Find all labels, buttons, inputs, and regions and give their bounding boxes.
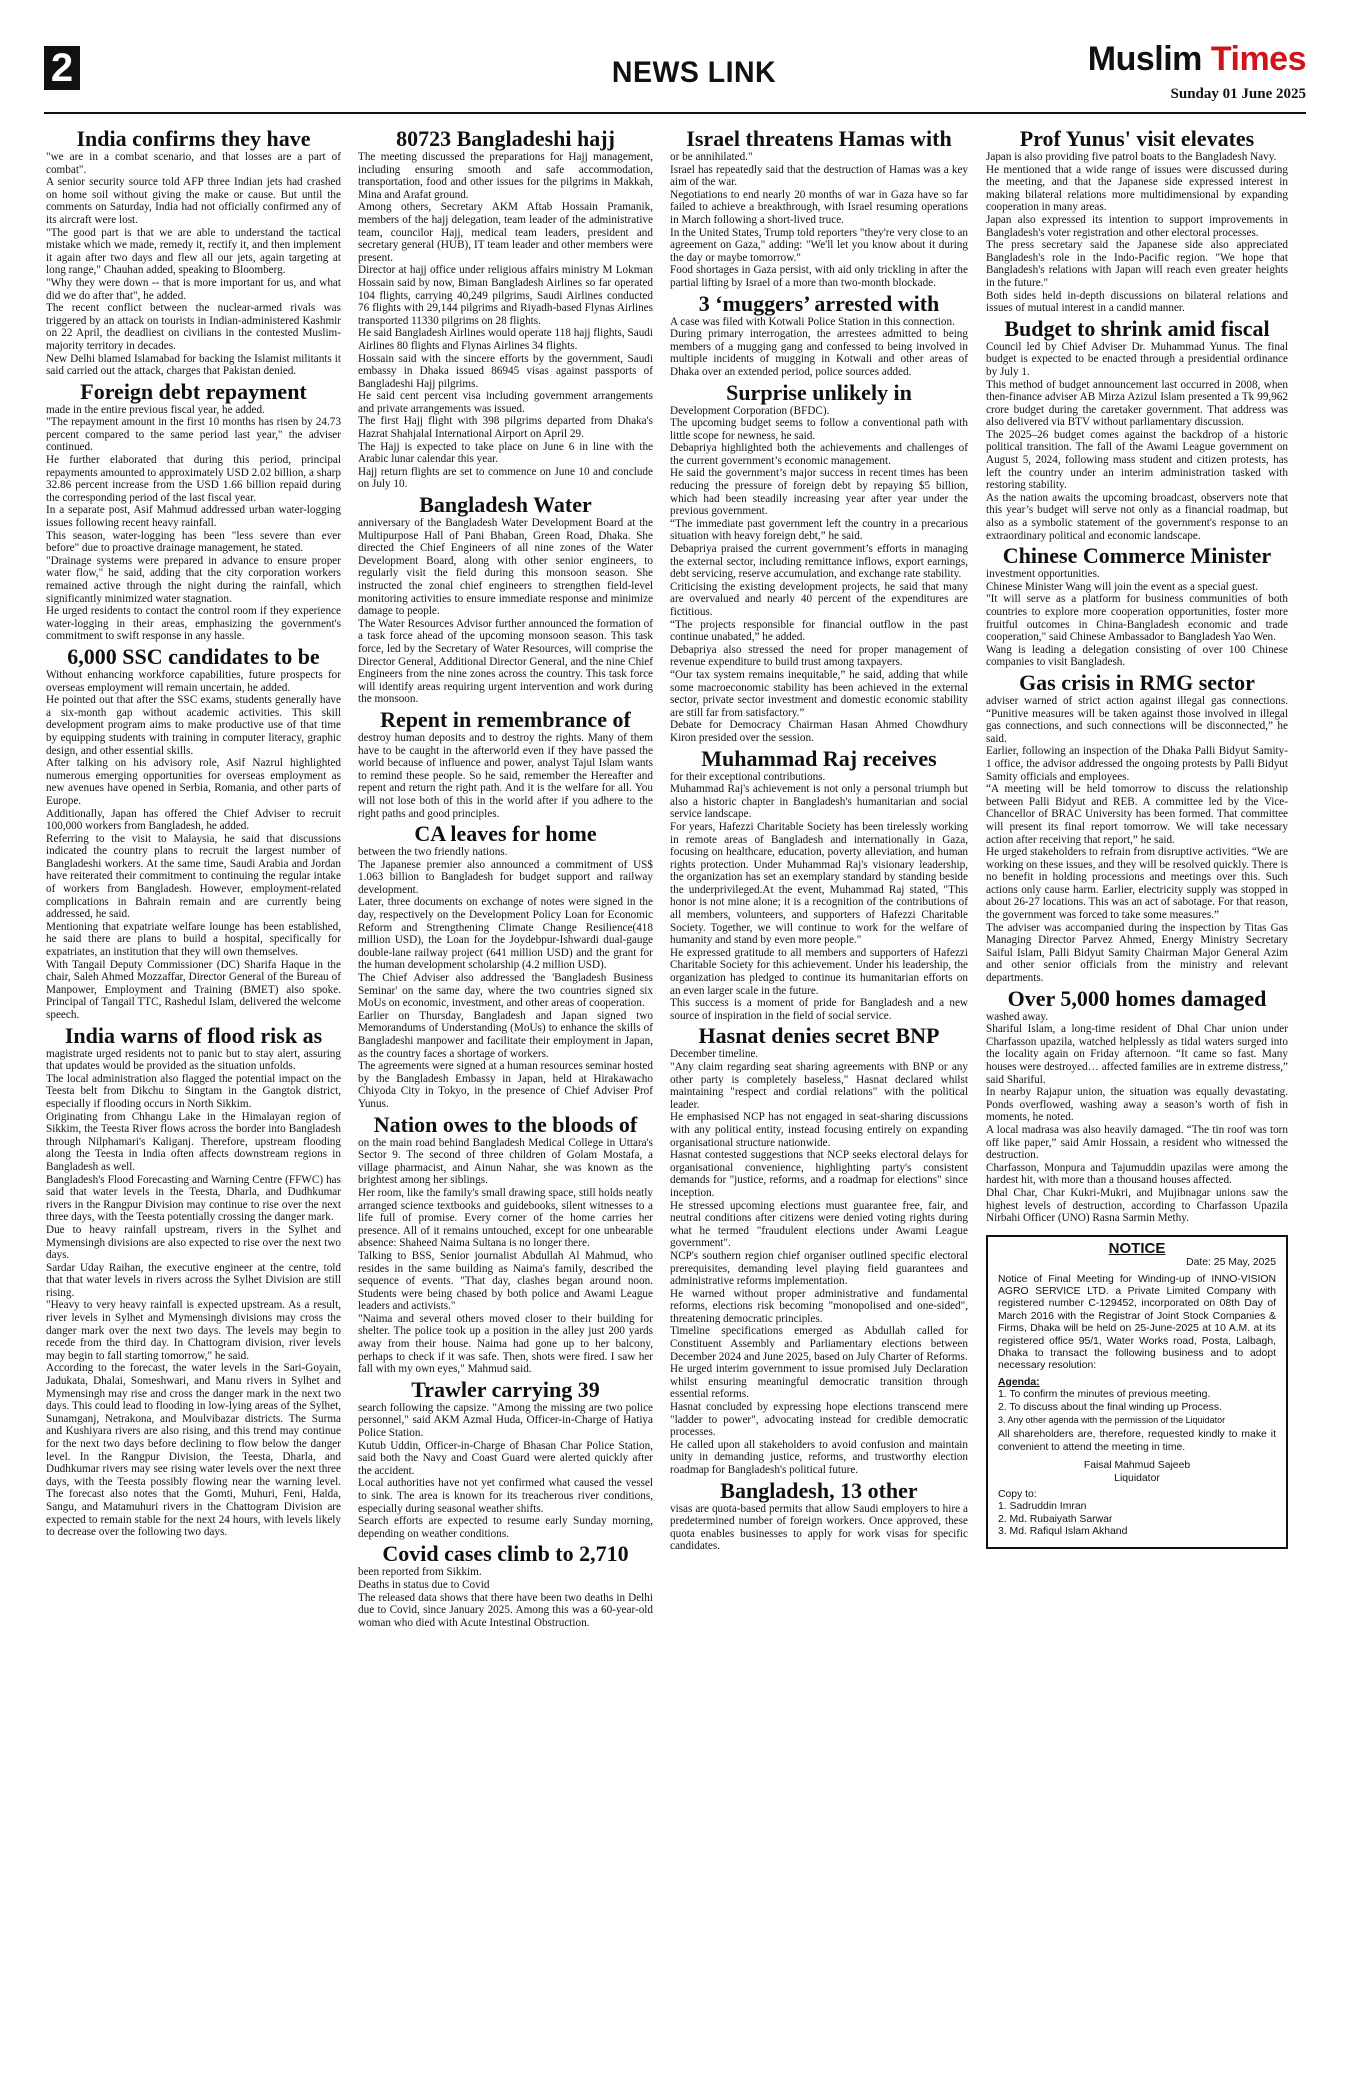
story bbox=[358, 706, 653, 820]
article-paragraph: New Delhi blamed Islamabad for backing the Islamist militants it said carried out the attack, charges that Pakistan denied. bbox=[46, 352, 341, 378]
story bbox=[670, 379, 968, 745]
notice-signatory bbox=[998, 1460, 1276, 1485]
article-paragraph: Director at hajj office under religious affairs ministry M Lokman Hossain said by now, Biman Bangladesh Airlines so far operated 104 flights, carrying 40,249 pilgrims, Saudi Airlines conducted 76 flights with 29,144 pilgrims and Riyadh-based Flynas Airlines transported 11330 pilgrims on 28 flights. bbox=[358, 264, 653, 327]
article-paragraph: In a separate post, Asif Mahmud addressed urban water-logging issues following recent heavy rainfall. bbox=[46, 504, 341, 530]
notice-agenda-title: Agenda: bbox=[998, 1376, 1040, 1388]
headline: Israel threatens Hamas with bbox=[686, 128, 952, 151]
article-paragraph: Debapriya praised the current government’s efforts in managing the external sector, including remittance inflows, export earnings, debt servicing, reserve accumulation, and exchange rate stability. bbox=[670, 543, 968, 581]
column-4 bbox=[986, 128, 1288, 2058]
article-paragraph: Criticising the existing development projects, he said that many are overvalued and nearly 40 percent of the expenditures are fictitious. bbox=[670, 580, 968, 618]
article-paragraph: The press secretary said the Japanese side also appreciated Bangladesh's role in the Indo-Pacific region. "We hope that Bangladesh's relations with Japan will reach even greater heights in the future." bbox=[986, 239, 1288, 289]
headline: Prof Yunus' visit elevates bbox=[1019, 128, 1255, 151]
article-paragraph: For years, Hafezzi Charitable Society has been tirelessly working in remote areas of Bangladesh and internationally in Gaza, focusing on healthcare, education, poverty alleviation, and human rights protection. Under Muhammad Raj's visionary leadership, the organization has set an exemplary standard by standing beside the underprivileged.At the event, Muhammad Raj stated, "This honor is not mine alone; it is a recognition of the contributions of all members, volunteers, and supporters of Hafezzi Charitable Society. Together, we will continue to work for the welfare of humanity and stand by even more people." bbox=[670, 820, 968, 947]
headline: Trawler carrying 39 bbox=[411, 1376, 600, 1402]
article-paragraph: With Tangail Deputy Commissioner (DC) Sharifa Haque in the chair, Saleh Ahmed Mozzaffar, Director General of the Bureau of Manpower, Employment and Training (BMET) also spoke. Principal of Tangail TTC, Rashedul Islam, delivered the welcome speech. bbox=[46, 958, 341, 1021]
story bbox=[670, 1025, 968, 1476]
headline: 80723 Bangladeshi hajj bbox=[396, 128, 615, 151]
notice-agenda-item: 1. To confirm the minutes of previous meeting. bbox=[998, 1389, 1211, 1401]
notice-agenda-item: 3. Any other agenda with the permission of the Liquidator bbox=[998, 1415, 1226, 1425]
article-paragraph: Charfasson, Monpura and Tajumuddin upazilas were among the hardest hit, with more than a thousand houses affected. bbox=[986, 1161, 1288, 1187]
article-paragraph: The Hajj is expected to take place on June 6 in line with the Arabic lunar calendar this year. bbox=[358, 440, 653, 466]
article-paragraph: He called upon all stakeholders to avoid confusion and maintain unity in demanding justice, reforms, and trustworthy election roadmap for Bangladesh's political future. bbox=[670, 1438, 968, 1476]
headline: Chinese Commerce Minister bbox=[1002, 543, 1272, 569]
article-paragraph: The agreements were signed at a human resources seminar hosted by the Bangladesh Embassy in Japan, held at Hirakawacho Chiyoda City in Tokyo, in the presence of Chief Adviser Prof Yunus. bbox=[358, 1060, 653, 1110]
article-paragraph: He expressed gratitude to all members and supporters of Hafezzi Charitable Society for this achievement. Under his leadership, the organization has pledged to continue its humanitarian efforts on an even larger scale in the future. bbox=[670, 946, 968, 997]
article-paragraph: He emphasised NCP has not engaged in seat-sharing discussions with any political entity, instead focusing entirely on expanding organisational structure nationwide. bbox=[670, 1111, 968, 1149]
notice-copy-label: Copy to: bbox=[998, 1489, 1037, 1501]
article-paragraph: As the nation awaits the upcoming broadcast, observers note that this year’s budget will serve not only as a financial roadmap, but also as a symbolic statement of the government's response to an extraordinary political and economic landscape. bbox=[986, 491, 1288, 542]
article-paragraph: Hossain said with the sincere efforts by the government, Saudi embassy in Dhaka issued 86945 visas against passports of Bangladeshi Hajj pilgrims. bbox=[358, 352, 653, 390]
article-paragraph: The upcoming budget seems to follow a conventional path with little scope for newness, he said. bbox=[670, 417, 968, 442]
column-1 bbox=[46, 128, 341, 2058]
page-number: 2 bbox=[44, 46, 80, 90]
article-paragraph: Wang is leading a delegation consisting of over 100 Chinese companies to visit Bangladesh. bbox=[986, 643, 1288, 669]
article-paragraph: Timeline specifications emerged as Abdullah called for Constituent Assembly and Parliamentary elections between December 2024 and June 2025, based on July Charter of Reforms. bbox=[670, 1325, 968, 1363]
article-paragraph: This season, water-logging has been "less severe than ever before" due to proactive drainage management, he stated. bbox=[46, 529, 341, 555]
article-paragraph: Without enhancing workforce capabilities, future prospects for overseas employment will remain uncertain, he added. bbox=[46, 668, 341, 694]
story bbox=[986, 545, 1288, 669]
article-paragraph: Sardar Uday Raihan, the executive engineer at the centre, told that that water levels in rivers across the Sylhet Division are still rising. bbox=[46, 1261, 341, 1299]
article-paragraph: visas are quota-based permits that allow Saudi employers to hire a predetermined number of foreign workers. Once approved, these quota enables businesses to apply for work visas for specific candidates. bbox=[670, 1502, 968, 1553]
story bbox=[358, 1111, 653, 1376]
headline: CA leaves for home bbox=[414, 821, 597, 847]
article-paragraph: magistrate urged residents not to panic but to stay alert, assuring that updates would be provided as the situation unfolds. bbox=[46, 1047, 341, 1073]
article-paragraph: search following the capsize. "Among the missing are two police personnel," said AKM Azmal Huda, Officer-in-Charge of Hatiya Police Station. bbox=[358, 1401, 653, 1440]
story bbox=[358, 823, 653, 1110]
signatory-title: Liquidator bbox=[1114, 1472, 1160, 1484]
notice-title: NOTICE bbox=[1108, 1239, 1166, 1257]
article-paragraph: Both sides held in-depth discussions on bilateral relations and issues of mutual interest in a candid manner. bbox=[986, 289, 1288, 315]
headline: India warns of flood risk as bbox=[64, 1022, 323, 1048]
story bbox=[358, 1543, 653, 1629]
article-paragraph: He urged residents to contact the control room if they experience water-logging in their areas, emphasizing the government's commitment to swift response in any hassle. bbox=[46, 605, 341, 643]
article-paragraph: been reported from Sikkim. bbox=[358, 1566, 482, 1579]
headline: Foreign debt repayment bbox=[80, 378, 307, 404]
newspaper-logo bbox=[1088, 40, 1306, 79]
signatory-name: Faisal Mahmud Sajeeb bbox=[1083, 1460, 1191, 1472]
headline: Surprise unlikely in bbox=[726, 379, 912, 405]
headline: 6,000 SSC candidates to be bbox=[67, 643, 320, 669]
article-paragraph: The 2025–26 budget comes against the backdrop of a historic political transition. The fall of the Awami League government on August 5, 2024, following mass student and citizen protests, has left the country under an interim administration tasked with restoring stability. bbox=[986, 428, 1288, 492]
story bbox=[986, 128, 1288, 315]
article-paragraph: Due to heavy rainfall upstream, rivers in the Sylhet and Mymensingh divisions are also expected to rise over the next two days. bbox=[46, 1223, 341, 1262]
story bbox=[358, 128, 653, 491]
article-paragraph: According to the forecast, the water levels in the Sari-Goyain, Jadukata, Dhalai, Someshwari, and Manu rivers in Sylhet and Mymensingh may rise and cross the danger mark in the next two days. This could lead to flooding in low-lying areas of the Sylhet, Sunamganj, Netrakona, and Moulvibazar districts. The Surma and Kushiyara rivers are also rising, and this trend may continue for the next two days before declining to flow below the danger level. In the Rangpur Division, the Teesta, Dharla, and Dudhkumar rivers may see rising water levels over the next three days, with the Teesta possibly flowing near the warning level. The forecast also notes that the Gomti, Muhuri, Feni, Halda, Sangu, and Matamuhuri rivers in the Chattogram Division are expected to remain stable for the next 24 hours, with levels likely to decrease over the following two days. bbox=[46, 1362, 341, 1539]
article-paragraph: The adviser was accompanied during the inspection by Titas Gas Managing Director Parvez Ahmed, Energy Ministry Secretary Saiful Islam, Palli Bidyut Samity Chairman Major General Azim and other senior officials from the ministry and relevant departments. bbox=[986, 921, 1288, 985]
article-paragraph: anniversary of the Bangladesh Water Development Board at the Multipurpose Hall of Pani Bhaban, Green Road, Dhaka. She directed the Chief Engineers of all nine zones of the Water Development Board, along with other senior engineers, to regularly visit the field during this monsoon season. She instructed the zonal chief engineers to strengthen field-level monitoring activities to ensure immediate response and minimize damage to people. bbox=[358, 517, 653, 618]
article-paragraph: "Why they were down -- that is more important for us, and what did we do after that", he added. bbox=[46, 276, 341, 302]
article-paragraph: on the main road behind Bangladesh Medical College in Uttara's Sector 9. The second of three children of Golam Mostafa, a village pharmacist, and Ainun Nahar, she was known as the brightest among her siblings. bbox=[358, 1136, 653, 1187]
article-paragraph: "Any claim regarding seat sharing agreements with BNP or any other party is completely baseless," Hasnat declared whilst maintaining "respect and cordial relations" with the political leader. bbox=[670, 1061, 968, 1111]
article-paragraph: The Chief Adviser also addressed the 'Bangladesh Business Seminar' on the same day, where the two countries signed six MoUs on economic, investment, and other areas of cooperation. bbox=[358, 972, 653, 1010]
article-paragraph: Food shortages in Gaza persist, with aid only trickling in after the partial lifting by Israel of a more than two-month blockade. bbox=[670, 264, 968, 289]
article-paragraph: The Water Resources Advisor further announced the formation of a task force ahead of the upcoming monsoon season. This task force, led by the Secretary of Water Resources, will comprise the Director General, Additional Director General, and the nine Chief Engineers from the nine zones across the country. This task force will identify areas requiring urgent intervention and work during the monsoon. bbox=[358, 617, 653, 706]
article-paragraph: A senior security source told AFP three Indian jets had crashed on home soil without giving the make or cause. But until the comments on Saturday, India had not officially confirmed any of its aircraft were lost. bbox=[46, 176, 341, 226]
legal-notice-box bbox=[986, 1235, 1288, 1549]
masthead-divider bbox=[44, 112, 1306, 114]
article-paragraph: Shariful Islam, a long-time resident of Dhal Char union under Charfasson upazila, watched helplessly as tidal waters surged into the locality again on Friday afternoon. “It came so fast. Many houses were destroyed… affected families are in extreme distress,” said Shariful. bbox=[986, 1023, 1288, 1086]
story bbox=[46, 643, 341, 1022]
article-paragraph: Hasnat concluded by expressing hope elections transcend mere "ladder to power", advocating instead for credible democratic processes. bbox=[670, 1401, 968, 1439]
article-paragraph: “The immediate past government left the country in a precarious situation with heavy foreign debt,” he said. bbox=[670, 517, 968, 543]
article-paragraph: "The repayment amount in the first 10 months has risen by 24.73 percent compared to the same period last year," the adviser continued. bbox=[46, 416, 341, 454]
article-paragraph: He warned without proper administrative and fundamental reforms, elections risk becoming "monopolised and one-sided", threatening democratic principles. bbox=[670, 1287, 968, 1325]
headline: Nation owes to the bloods of bbox=[373, 1111, 638, 1137]
article-paragraph: After talking on his advisory role, Asif Nazrul highlighted numerous emerging opportunities for overseas employment as new avenues have opened in Serbia, Romania, and other parts of Europe. bbox=[46, 757, 341, 807]
story bbox=[986, 315, 1288, 543]
article-paragraph: A local madrasa was also heavily damaged. “The tin roof was torn off like paper,” said Amir Hossain, a resident who witnessed the destruction. bbox=[986, 1123, 1288, 1162]
headline: Bangladesh Water bbox=[419, 492, 592, 518]
article-paragraph: The first Hajj flight with 398 pilgrims departed from Dhaka's Hazrat Shahjalal International Airport on April 29. bbox=[358, 415, 653, 441]
article-paragraph: In nearby Rajapur union, the situation was equally devastating. Ponds overflowed, washing away a season’s worth of fish in moments, he noted. bbox=[986, 1086, 1288, 1124]
article-paragraph: "Heavy to very heavy rainfall is expected upstream. As a result, river levels in Sylhet and Mymensingh divisions may cross the danger mark over the next two days. The levels may begin to recede from the third day. In Chattogram division, river levels may begin to fall starting tomorrow," he said. bbox=[46, 1299, 341, 1362]
notice-body: Notice of Final Meeting for Winding-up of INNO-VISION AGRO SERVICE LTD. a Private Limited Company with registered number C-129452, incorporated on 08th Day of March 2016 with the Registrar of Joint Stock Companies & Firms, Dhaka will be held on 25-June-2025 at 10 A.M. at its registered office 95/1, Water Works road, Posta, Lalbagh, Dhaka to transact the following business and to adopt necessary resolution: bbox=[998, 1273, 1276, 1372]
article-paragraph: Talking to BSS, Senior journalist Abdullah Al Mahmud, who resides in the same building as Naima's family, described the sequence of events. "That day, clashes began around noon. Students were being chased by both police and Awami League leaders and activists." bbox=[358, 1249, 653, 1313]
article-paragraph: Earlier on Thursday, Bangladesh and Japan signed two Memorandums of Understanding (MoUs) to enhance the skills of Bangladeshi manpower and facilitate their employment in Japan, as the country faces a shortage of workers. bbox=[358, 1009, 653, 1060]
story bbox=[358, 494, 653, 706]
article-paragraph: Earlier, following an inspection of the Dhaka Palli Bidyut Samity-1 office, the advisor addressed the ongoing protests by Palli Bidyut Samity officials and employees. bbox=[986, 745, 1288, 783]
article-paragraph: Her room, like the family's small drawing space, still holds neatly arranged science textbooks and guidebooks, silent witnesses to a life full of promise. Every corner of the home carries her presence. All of it remains untouched, except for one unbearable absence: Shaheed Naima Sultana is no longer there. bbox=[358, 1186, 653, 1250]
article-paragraph: He stressed upcoming elections must guarantee free, fair, and neutral conditions after citizens were denied voting rights during what he termed "fraudulent elections under Awami League government". bbox=[670, 1199, 968, 1250]
article-paragraph: Originating from Chhangu Lake in the Himalayan region of Sikkim, the Teesta River flows across the border into Bangladesh through Nilphamari's Kaliganj. Therefore, upstream flooding along the Teesta in India often affects downstream regions in Bangladesh as well. bbox=[46, 1110, 341, 1173]
headline: Gas crisis in RMG sector bbox=[1019, 669, 1255, 695]
headline: 3 ‘muggers’ arrested with bbox=[698, 290, 940, 316]
article-paragraph: Kutub Uddin, Officer-in-Charge of Bhasan Char Police Station, said both the Navy and Coast Guard were alerted quickly after the accident. bbox=[358, 1439, 653, 1477]
article-paragraph: Israel has repeatedly said that the destruction of Hamas was a key aim of the war. bbox=[670, 163, 968, 189]
article-paragraph: Deaths in status due to Covid bbox=[358, 1578, 490, 1591]
article-paragraph: The local administration also flagged the potential impact on the Teesta belt from Dikchu to Singtam in the Gangtok district, especially if flooding occurs in North Sikkim. bbox=[46, 1072, 341, 1110]
article-paragraph: He further elaborated that during this period, principal repayments amounted to approximately USD 2.02 billion, a sharp 32.86 percent increase from the USD 1.66 billion repaid during the corresponding period of the last fiscal year. bbox=[46, 454, 341, 504]
masthead bbox=[44, 40, 1306, 110]
article-paragraph: The released data shows that there have been two deaths in Delhi due to Covid, since January 2025. Among this was a 60-year-old woman who died with Acute Intestinal Obstruction. bbox=[358, 1591, 653, 1629]
story bbox=[986, 985, 1288, 1225]
article-paragraph: "we are in a combat scenario, and that losses are a part of combat". bbox=[46, 151, 341, 176]
logo-word-times: Times bbox=[1210, 40, 1306, 78]
article-paragraph: Negotiations to end nearly 20 months of war in Gaza have so far failed to achieve a breakthrough, with Israel resuming operations in March following a short-lived truce. bbox=[670, 188, 968, 226]
story bbox=[46, 128, 341, 378]
section-title: NEWS LINK bbox=[611, 56, 777, 89]
column-2 bbox=[358, 128, 653, 2058]
logo-word-muslim: Muslim bbox=[1087, 40, 1202, 78]
article-paragraph: He pointed out that after the SSC exams, students generally have a six-month gap without academic activities. This skill development program aims to make productive use of that time by equipping students with training in computer literacy, graphic design, and other essential skills. bbox=[46, 694, 341, 757]
article-paragraph: “The projects responsible for financial outflow in the past continue unabated,” he added. bbox=[670, 618, 968, 644]
story bbox=[46, 1022, 341, 1539]
article-paragraph: Bangladesh's Flood Forecasting and Warning Centre (FFWC) has said that water levels in the Teesta, Dharla, and Dudhkumar rivers in the Rangpur Division may continue to rise over the next three days, with the Teesta potentially crossing the danger mark. bbox=[46, 1173, 341, 1224]
article-paragraph: Hajj return flights are set to commence on June 10 and conclude on July 10. bbox=[358, 465, 653, 491]
article-paragraph: He urged interim government to issue promised July Declaration whilst ensuring meaningful democratic transition through essential reforms. bbox=[670, 1363, 968, 1401]
headline: Hasnat denies secret BNP bbox=[698, 1023, 940, 1049]
article-paragraph: “Our tax system remains inequitable,” he said, adding that while some macroeconomic stability has been achieved in the external sector, private sector investment and domestic economic stability are still far from satisfactory.” bbox=[670, 668, 968, 719]
article-paragraph: Japan is also providing five patrol boats to the Bangladesh Navy. bbox=[986, 151, 1277, 163]
article-paragraph: Debapriya highlighted both the achievements and challenges of the current government’s economic management. bbox=[670, 442, 968, 467]
headline: Bangladesh, 13 other bbox=[720, 1477, 918, 1503]
article-paragraph: This success is a moment of pride for Bangladesh and a new source of inspiration in the field of social service. bbox=[670, 997, 968, 1022]
article-paragraph: The meeting discussed the preparations for Hajj management, including ensuring smooth and safe accommodation, transportation, food and other issues for the pilgrims in Makkah, Mina and Arafat ground. bbox=[358, 151, 653, 201]
article-paragraph: Chinese Minister Wang will join the event as a special guest. bbox=[986, 580, 1258, 593]
notice-date: Date: 25 May, 2025 bbox=[1186, 1257, 1276, 1269]
article-paragraph: Council led by Chief Adviser Dr. Muhammad Yunus. The final budget is expected to be enacted through a presidential ordinance by July 1. bbox=[986, 340, 1288, 378]
article-paragraph: "The good part is that we are able to understand the tactical mistake which we made, remedy it, rectify it, and then implement it again after two days and flew all our jets, again targeting at long range," Chauhan added, speaking to Bloomberg. bbox=[46, 226, 341, 277]
headline: Over 5,000 homes damaged bbox=[1007, 985, 1267, 1011]
article-paragraph: In the United States, Trump told reporters "they're very close to an agreement on Gaza," adding: "We'll let you know about it during the day or maybe tomorrow." bbox=[670, 226, 968, 264]
publication-date: Sunday 01 June 2025 bbox=[1170, 86, 1306, 102]
article-paragraph: December timeline. bbox=[670, 1048, 759, 1061]
story bbox=[670, 128, 968, 290]
article-paragraph: He said cent percent visa including government arrangements and private arrangements was issued. bbox=[358, 390, 653, 415]
notice-copy-recipient: 2. Md. Rubaiyath Sarwar bbox=[998, 1513, 1113, 1525]
article-paragraph: He said Bangladesh Airlines would operate 118 hajj flights, Saudi Airlines 80 flights and Flynas Airlines 34 flights. bbox=[358, 327, 653, 352]
article-paragraph: He said the government’s major success in recent times has been reducing the pressure of foreign debt by repaying $5 billion, which had been steadily increasing year after year under the previous government. bbox=[670, 467, 968, 518]
article-paragraph: Debapriya also stressed the need for proper management of revenue expenditure to build trust among taxpayers. bbox=[670, 643, 968, 669]
article-paragraph: "It will serve as a platform for business communities of both countries to explore more cooperation opportunities, foster more fruitful outcomes in China-Bangladesh economic and trade cooperation," said Chinese Ambassador to Bangladesh Yao Wen. bbox=[986, 593, 1288, 644]
article-paragraph: During primary interrogation, the arrestees admitted to being members of a mugging gang and confessed to being involved in multiple incidents of mugging in Kotwali and other areas of Dhaka over an extended period, police sources added. bbox=[670, 328, 968, 378]
story bbox=[670, 745, 968, 1023]
notice-closing: All shareholders are, therefore, requested kindly to make it convenient to attend the meeting in time. bbox=[998, 1429, 1276, 1453]
column-3 bbox=[670, 128, 968, 2058]
article-paragraph: Local authorities have not yet confirmed what caused the vessel to sink. The area is known for its treacherous river conditions, especially during seasonal weather shifts. bbox=[358, 1477, 653, 1515]
story bbox=[986, 669, 1288, 985]
article-paragraph: Mentioning that expatriate welfare lounge has been established, he said there are plans to build a hospital, specifically for expatriates, an institution that they will own themselves. bbox=[46, 920, 341, 959]
article-paragraph: He mentioned that a wide range of issues were discussed during the meeting, and that the Japanese side expressed interest in making bilateral relations more multidimensional by expanding cooperation in many areas. bbox=[986, 163, 1288, 214]
headline: Covid cases climb to 2,710 bbox=[382, 1541, 629, 1567]
article-paragraph: washed away. bbox=[986, 1010, 1049, 1023]
article-paragraph: "Drainage systems were prepared in advance to ensure proper water flow," he said, adding that the city corporation workers remained active through the night during the rainfall, which significantly minimized water stagnation. bbox=[46, 554, 341, 605]
article-paragraph: He urged stakeholders to refrain from disruptive activities. “We are working on these issues, and they will be resolved quickly. There is no benefit in holding processions and meetings over this. Such actions only cause harm. Earlier, electricity supply was stopped in about 26-27 locations. This was an act of sabotage. For that reason, the government was forced to take some measures.” bbox=[986, 846, 1288, 922]
article-paragraph: Dhal Char, Char Kukri-Mukri, and Mujibnagar unions saw the highest levels of destruction, according to Charfasson Upazila Nirbahi Officer (UNO) Rasna Sarmin Methy. bbox=[986, 1186, 1288, 1225]
article-paragraph: for their exceptional contributions. bbox=[670, 770, 826, 783]
article-paragraph: adviser warned of strict action against illegal gas connections. “Punitive measures will be taken against those involved in illegal gas connections, and such connections will be disconnected,” he said. bbox=[986, 694, 1288, 745]
story bbox=[670, 1477, 968, 1553]
article-paragraph: NCP's southern region chief organiser outlined specific electoral prerequisites, demanding level playing field guarantees and administrative reforms implementation. bbox=[670, 1249, 968, 1288]
article-paragraph: A case was filed with Kotwali Police Station in this connection. bbox=[670, 315, 955, 328]
headline: India confirms they have bbox=[76, 128, 311, 151]
headline: Budget to shrink amid fiscal bbox=[1004, 315, 1270, 341]
story bbox=[358, 1376, 653, 1541]
article-paragraph: Development Corporation (BFDC). bbox=[670, 404, 830, 417]
headline: Muhammad Raj receives bbox=[701, 745, 937, 771]
article-paragraph: Later, three documents on exchange of notes were signed in the day, respectively on the Development Policy Loan for Economic Reform and Strengthening Climate Change Resilience(418 million USD), the Loan for the Joydebpur-Ishwardi dual-gauge double-lane railway project (641 million USD) and the grant for the human development scholarship (4.2 million USD). bbox=[358, 896, 653, 972]
story bbox=[670, 290, 968, 379]
article-paragraph: Debate for Democracy Chairman Hasan Ahmed Chowdhury Kiron presided over the session. bbox=[670, 719, 968, 744]
notice-agenda-item: 2. To discuss about the final winding up Process. bbox=[998, 1401, 1222, 1413]
article-paragraph: “A meeting will be held tomorrow to discuss the relationship between Palli Bidyut and REB. A committee led by the Vice-Chancellor of BRAC University has been formed. That committee will present its final report tomorrow. We will take necessary action after receiving that report,” he said. bbox=[986, 783, 1288, 846]
article-paragraph: Hasnat contested suggestions that NCP seeks electoral delays for organisational convenience, highlighting party's consistent demands for "justice, reforms, and a roadmap for elections" since inception. bbox=[670, 1149, 968, 1199]
article-paragraph: The recent conflict between the nuclear-armed rivals was triggered by an attack on tourists in Indian-administered Kashmir on 22 April, the deadliest on civilians in the contested Muslim-majority territory in decades. bbox=[46, 302, 341, 352]
article-paragraph: Muhammad Raj's achievement is not only a personal triumph but also a historic chapter in Bangladesh's humanitarian and social service landscape. bbox=[670, 783, 968, 821]
article-paragraph: or be annihilated." bbox=[670, 151, 753, 163]
article-paragraph: made in the entire previous fiscal year, he added. bbox=[46, 403, 265, 416]
article-paragraph: destroy human deposits and to destroy the rights. Many of them have to be caught in the afterworld even if they have passed the world because of influence and power, analyst Tajul Islam wants to remind these people. So he said, remember the Hereafter and repent and return the right path. And it is the welfare for all. You will not lose both of this in the world after if you adhere to the right paths and good principles. bbox=[358, 731, 653, 820]
notice-copy-recipient: 3. Md. Rafiqul Islam Akhand bbox=[998, 1526, 1128, 1538]
article-paragraph: Japan also expressed its intention to support improvements in Bangladesh's voter registration and other electoral processes. bbox=[986, 213, 1288, 239]
article-paragraph: investment opportunities. bbox=[986, 568, 1100, 581]
article-paragraph: Referring to the visit to Malaysia, he said that discussions indicated the country plans to recruit the largest number of Bangladeshi workers. At the same time, Saudi Arabia and Jordan have reiterated their commitment to continuing the regular intake of workers from Bangladesh. However, employment-related complications in Bahrain remain and are currently being addressed, he said. bbox=[46, 832, 341, 921]
article-paragraph: The Japanese premier also announced a commitment of US$ 1.063 billion to Bangladesh for budget support and railway development. bbox=[358, 858, 653, 896]
article-paragraph: between the two friendly nations. bbox=[358, 846, 508, 859]
article-paragraph: Search efforts are expected to resume early Sunday morning, depending on weather conditions. bbox=[358, 1515, 653, 1540]
article-paragraph: This method of budget announcement last occurred in 2008, when then-finance adviser AB Mirza Azizul Islam presented a Tk 99,962 crore budget during the caretaker government. That address was also delivered via BTV without parliamentary discussion. bbox=[986, 378, 1288, 429]
article-paragraph: Additionally, Japan has offered the Chief Adviser to recruit 100,000 workers from Bangladesh, he added. bbox=[46, 807, 341, 833]
article-paragraph: Among others, Secretary AKM Aftab Hossain Pramanik, members of the hajj delegation, team leader of the administrative team, councilor Hajj, medical team leaders, president and secretary general (HUB), IT team leader and other members were present. bbox=[358, 201, 653, 264]
headline: Repent in remembrance of bbox=[380, 706, 631, 732]
article-paragraph: "Naima and several others moved closer to their building for shelter. The police took up a position in the alley just 200 yards away from their house. Naima had gone up to her balcony, perhaps to check if it was safe. Then, shots were fired. I saw her fall with my own eyes," Mahmud said. bbox=[358, 1312, 653, 1376]
story bbox=[46, 378, 341, 643]
notice-copy-recipient: 1. Sadruddin Imran bbox=[998, 1501, 1087, 1513]
